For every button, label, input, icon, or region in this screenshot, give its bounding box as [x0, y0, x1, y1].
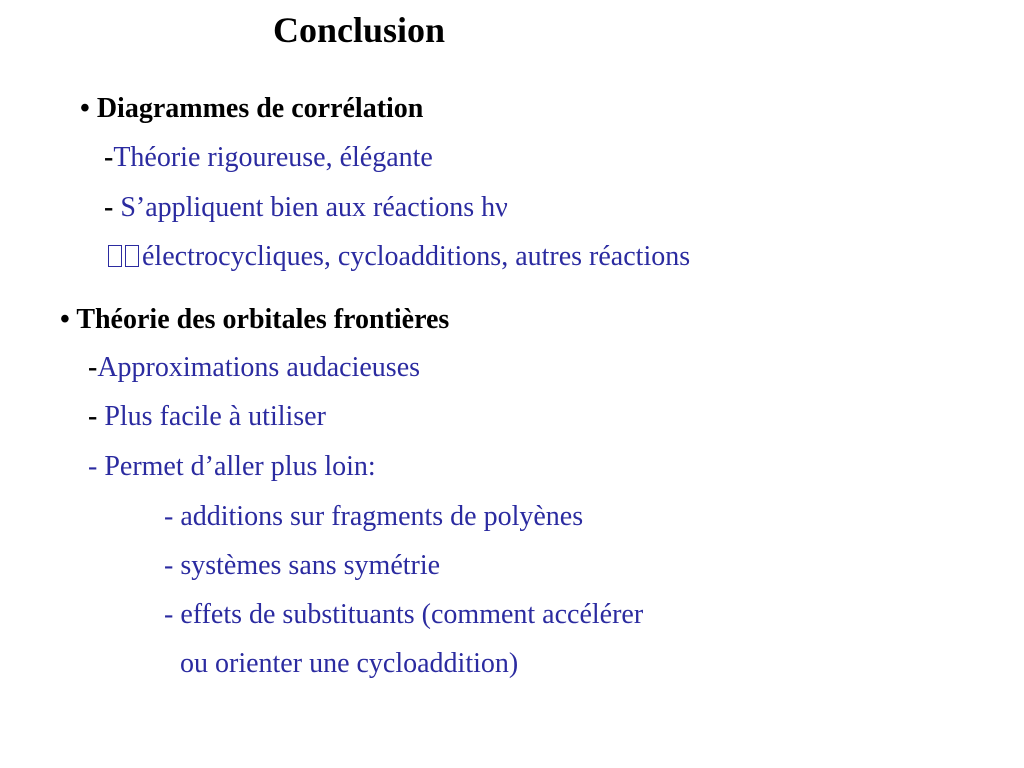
item-text: Approximations audacieuses	[97, 352, 421, 383]
item-text: Plus facile à utiliser	[97, 401, 326, 432]
slide-title: Conclusion	[273, 10, 446, 50]
dash: -	[104, 142, 114, 173]
subitem-text: - effets de substituants (comment accélérer	[164, 599, 644, 630]
bullet: •	[80, 93, 90, 124]
dash: -	[88, 401, 98, 432]
subitem-text: - systèmes sans symétrie	[164, 550, 441, 581]
section2-heading: Théorie des orbitales frontières	[76, 304, 450, 335]
section2-subitem-4	[180, 647, 518, 681]
section2-heading-line	[60, 303, 449, 337]
section1-item-2	[104, 191, 508, 225]
bullet: •	[60, 304, 70, 335]
dash: -	[104, 192, 114, 223]
section1-heading: Diagrammes de corrélation	[96, 93, 424, 124]
section2-subitem-2	[164, 549, 440, 583]
missing-glyph-icon	[125, 245, 139, 267]
section2-subitem-1	[164, 500, 583, 534]
item-text: S’appliquent bien aux réactions hν	[113, 192, 508, 223]
item-text: - Permet d’aller plus loin:	[88, 451, 376, 482]
item-text: Théorie rigoureuse, élégante	[113, 142, 433, 173]
section2-item-1	[88, 351, 420, 385]
section2-item-3	[88, 450, 376, 484]
section1-heading-line	[80, 92, 423, 126]
section2-item-2	[88, 400, 326, 434]
subitem-text: ou orienter une cycloaddition)	[180, 648, 519, 679]
subitem-text: - additions sur fragments de polyènes	[164, 501, 584, 532]
missing-glyph-icon	[108, 245, 122, 267]
section2-subitem-3	[164, 598, 643, 632]
item-text: électrocycliques, cycloadditions, autres réactions	[142, 241, 691, 272]
section1-item-3	[108, 240, 690, 274]
dash: -	[88, 352, 98, 383]
section1-item-1	[104, 141, 433, 175]
